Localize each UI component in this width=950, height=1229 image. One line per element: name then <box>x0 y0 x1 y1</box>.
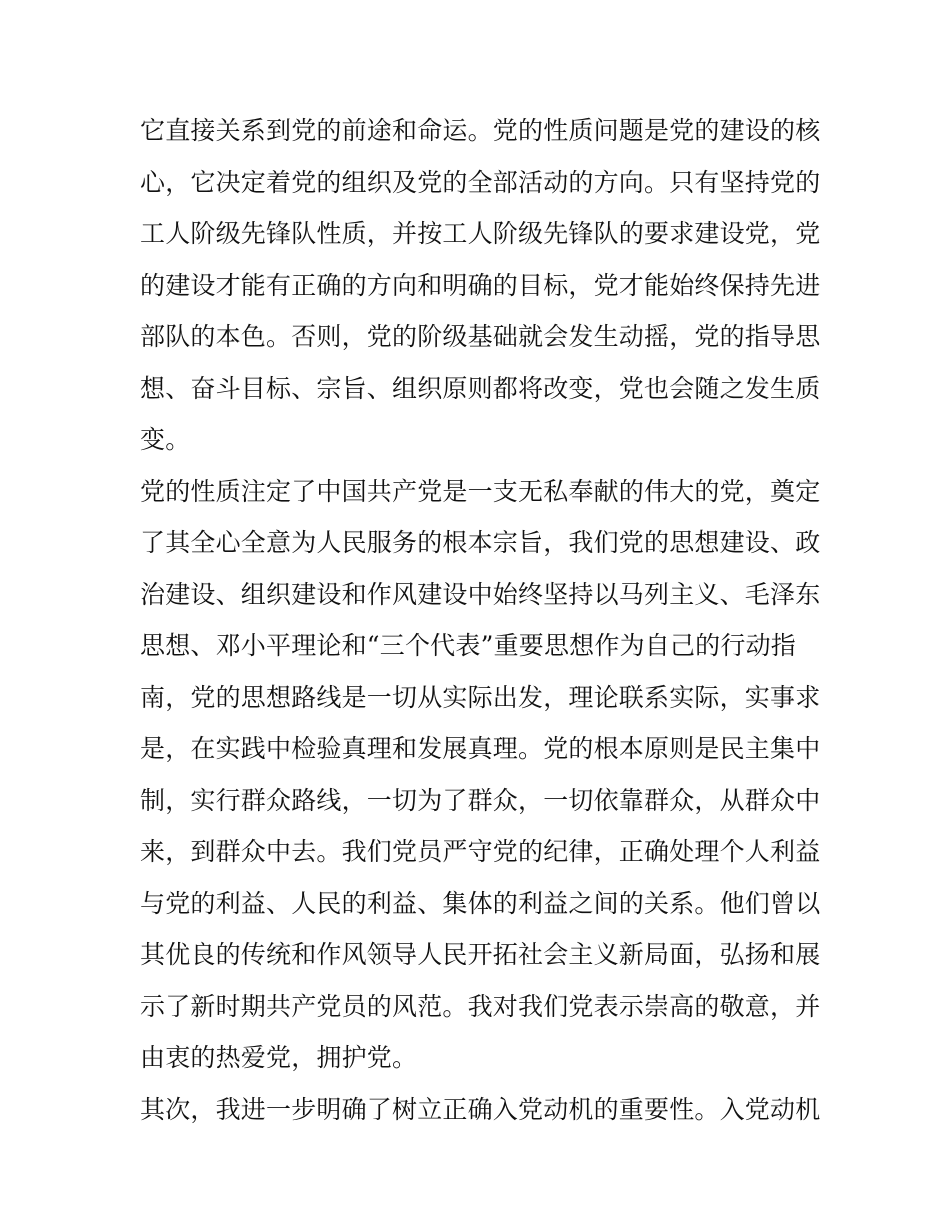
body-text <box>140 105 820 1135</box>
text-line: 南，党的思想路线是一切从实际出发，理论联系实际，实事求 <box>140 682 820 712</box>
text-line: 其优良的传统和作风领导人民开拓社会主义新局面，弘扬和展 <box>140 940 820 969</box>
text-line: 心，它决定着党的组织及党的全部活动的方向。只有坚持党的 <box>140 167 820 197</box>
text-line: 它直接关系到党的前途和命运。党的性质问题是党的建设的核 <box>140 116 820 145</box>
text-line: 是，在实践中检验真理和发展真理。党的根本原则是民主集中 <box>140 734 820 763</box>
text-line: 由衷的热爱党，拥护党。 <box>140 1043 418 1072</box>
text-line: 工人阶级先锋队性质，并按工人阶级先锋队的要求建设党，党 <box>140 219 820 248</box>
text-line: 来，到群众中去。我们党员严守党的纪律，正确处理个人利益 <box>140 837 820 866</box>
text-line: 制，实行群众路线，一切为了群众，一切依靠群众，从群众中 <box>140 785 820 815</box>
text-line: 了其全心全意为人民服务的根本宗旨，我们党的思想建设、政 <box>140 528 820 557</box>
text-line: 示了新时期共产党员的风范。我对我们党表示崇高的敬意，并 <box>140 991 820 1021</box>
text-line: 部队的本色。否则，党的阶级基础就会发生动摇，党的指导思 <box>140 322 820 351</box>
text-line: 的建设才能有正确的方向和明确的目标，党才能始终保持先进 <box>140 270 820 300</box>
text-line: 其次，我进一步明确了树立正确入党动机的重要性。入党动机 <box>140 1094 820 1124</box>
text-line: 治建设、组织建设和作风建设中始终坚持以马列主义、毛泽东 <box>140 579 820 609</box>
text-line: 思想、邓小平理论和“三个代表”重要思想作为自己的行动指 <box>140 631 796 660</box>
text-line: 与党的利益、人民的利益、集体的利益之间的关系。他们曾以 <box>140 888 820 918</box>
text-line: 党的性质注定了中国共产党是一支无私奉献的伟大的党，奠定 <box>140 476 820 506</box>
text-line: 变。 <box>140 425 191 454</box>
text-line: 想、奋斗目标、宗旨、组织原则都将改变，党也会随之发生质 <box>140 373 820 403</box>
